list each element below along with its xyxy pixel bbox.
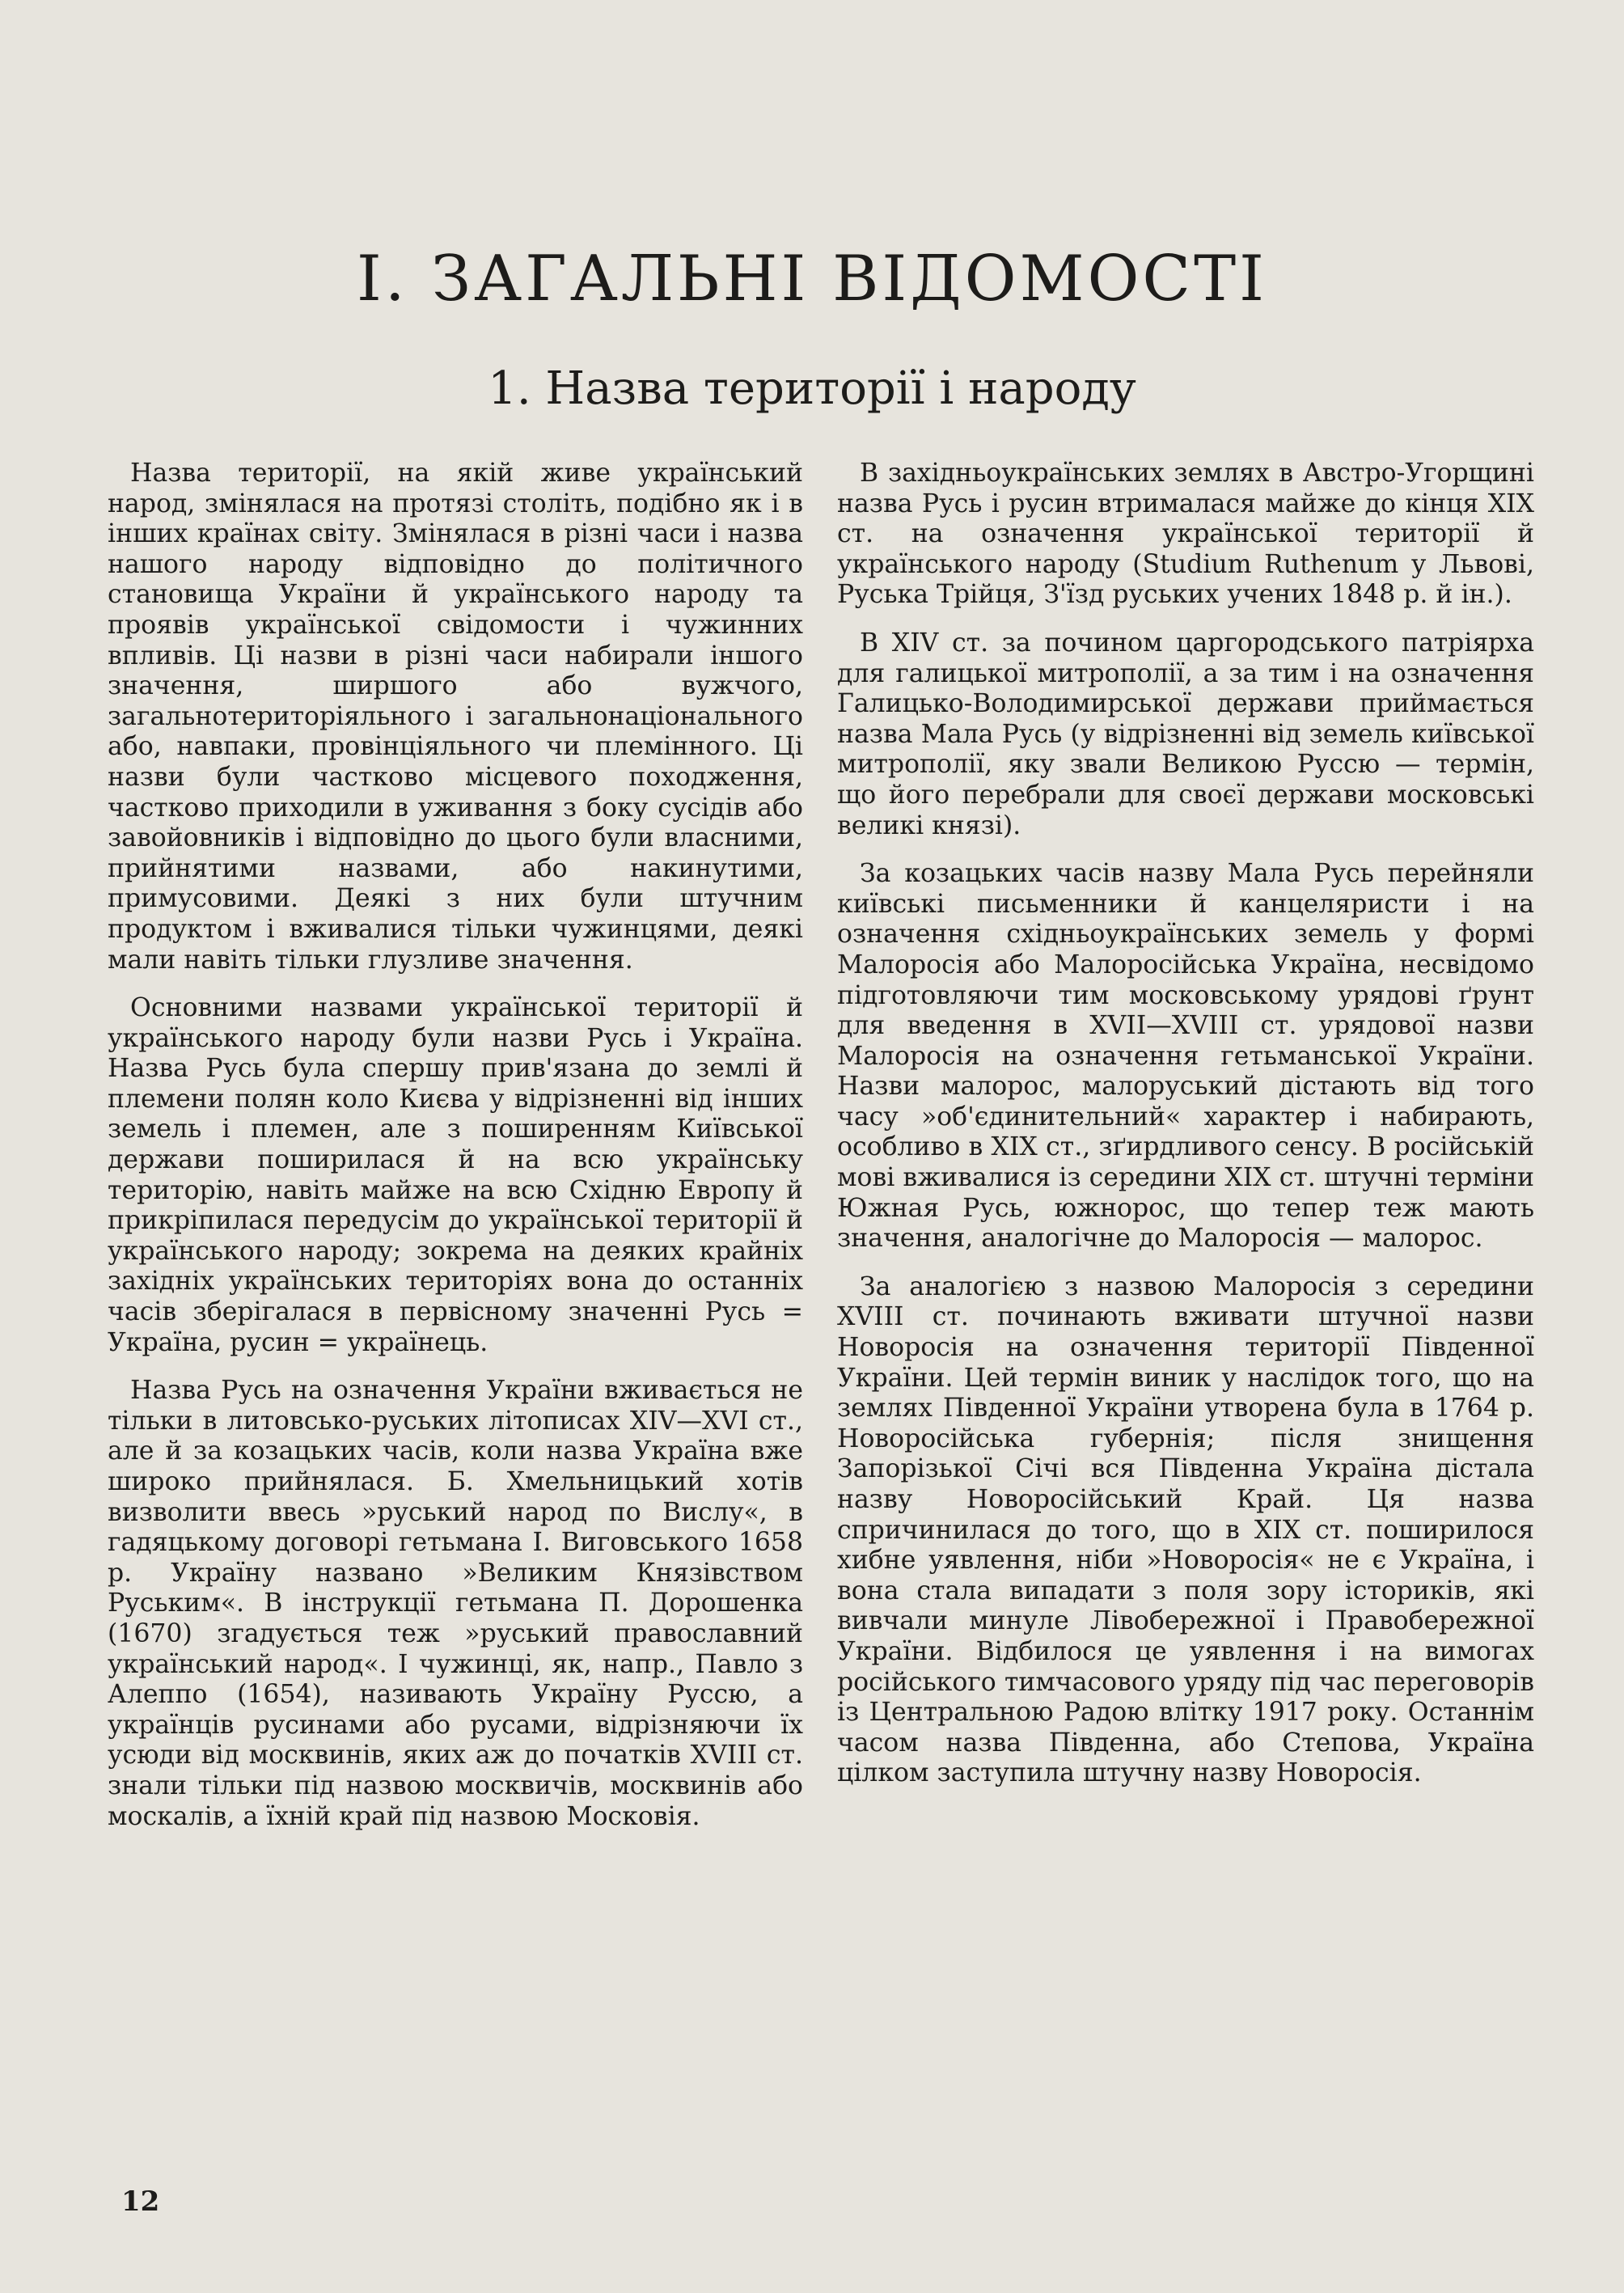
page-number: 12 — [121, 2185, 160, 2218]
chapter-title: І. ЗАГАЛЬНІ ВІДОМОСТІ — [357, 243, 1267, 315]
paragraph: В XIV ст. за почином царгородського патріярха для галицької митрополії, а за тим і на означення Галицько-Володимирської держави приймається назва Мала Русь (у відрізненні від земель київської митрополії, яку звали Великою Руссю — термін, що його перебрали для своєї держави московські великі князі). — [837, 628, 1534, 840]
paragraph: В західньоукраїнських землях в Австро-Угорщині назва Русь і русин втрималася майже до кінця XIX ст. на означення української території й українського народу (Studium Ruthenum у Львові, Руська Трійця, З'їзд руських учених 1848 р. й ін.). — [837, 459, 1534, 610]
paragraph: Назва території, на якій живе український народ, змінялася на протязі століть, подібно як і в інших країнах світу. Змінялася в різні часи і назва нашого народу відповідно до політичного становища України й українського народу та проявів української свідомости і чужинних впливів. Ці назви в різні часи набирали іншого значення, ширшого або вужчого, загальнотериторіяльного і загальнонаціонального або, навпаки, провінціяльного чи племінного. Ці назви були частково місцевого походження, частково приходили в уживання з боку сусідів або завойовників і відповідно до цього були власними, прийнятими назвами, або накинутими, примусовими. Деякі з них були штучним продуктом і вживалися тільки чужинцями, деякі мали навіть тільки глузливе значення. — [108, 459, 803, 975]
right-text-column — [837, 459, 1534, 1807]
left-text-column — [108, 459, 803, 1850]
paragraph: За аналогією з назвою Малоросія з середини XVIII ст. починають вживати штучної назви Новоросія на означення території Південної України. Цей термін виник у наслідок того, що на землях Південної України утворена була в 1764 р. Новоросійська губернія; після знищення Запорізької Січі вся Південна Україна дістала назву Новоросійський Край. Ця назва спричинилася до того, що в XIX ст. поширилося хибне уявлення, ніби »Новоросія« не є Україна, і вона стала випадати з поля зору істориків, які вивчали минуле Лівобережної і Правобережної України. Відбилося це уявлення і на вимогах російського тимчасового уряду під час переговорів із Центральною Радою влітку 1917 року. Останнім часом назва Південна, або Степова, Україна цілком заступила штучну назву Новоросія. — [837, 1271, 1534, 1788]
paragraph: Основними назвами української території й українського народу були назви Русь і Україна. Назва Русь була спершу прив'язана до землі й племени полян коло Києва у відрізненні від інших земель і племен, але з поширенням Київської держави поширилася й на всю українську територію, навіть майже на всю Східню Европу й прикріпилася передусім до української території й українського народу; зокрема на деяких крайніх західніх українських територіях вона до останніх часів зберігалася в первісному значенні Русь = Україна, русин = українець. — [108, 993, 803, 1357]
paragraph: За козацьких часів назву Мала Русь перейняли київські письменники й канцеляристи і на означення східньоукраїнських земель у формі Малоросія або Малоросійська Україна, несвідомо підготовляючи тим московському урядові ґрунт для введення в XVII—XVIII ст. урядової назви Малоросія на означення гетьманської України. Назви малорос, малоруський дістають від того часу »об'єдинительний« характер і набирають, особливо в XIX ст., зґирдливого сенсу. В російській мові вживалися із середини XIX ст. штучні терміни Южная Русь, южнорос, що тепер теж мають значення, аналогічне до Малоросія — малорос. — [837, 859, 1534, 1254]
section-title: 1. Назва території і народу — [488, 362, 1136, 415]
paragraph: Назва Русь на означення України вживається не тільки в литовсько-руських літописах XIV—XVI ст., але й за козацьких часів, коли назва Україна вже широко прийнялася. Б. Хмельницький хотів визволити ввесь »руський народ по Вислу«, в гадяцькому договорі гетьмана І. Виговського 1658 р. Україну названо »Великим Князівством Руським«. В інструкції гетьмана П. Дорошенка (1670) згадується теж »руський православний український народ«. І чужинці, як, напр., Павло з Алеппо (1654), називають Україну Руссю, а українців русинами або русами, відрізняючи їх усюди від москвинів, яких аж до початків XVIII ст. знали тільки під назвою москвичів, москвинів або москалів, а їхній край під назвою Московія. — [108, 1376, 803, 1831]
